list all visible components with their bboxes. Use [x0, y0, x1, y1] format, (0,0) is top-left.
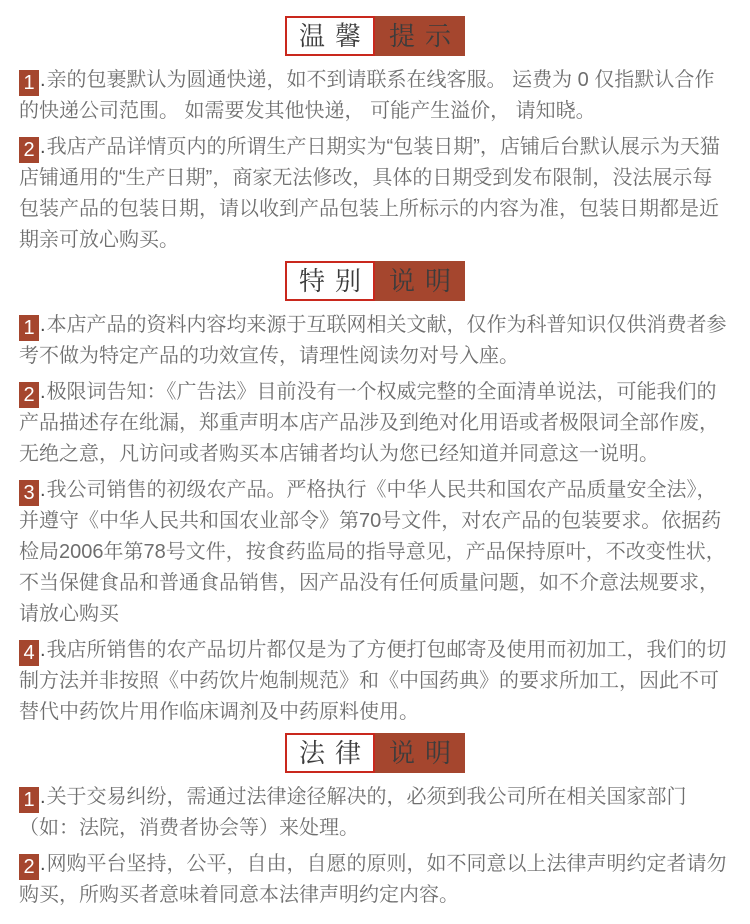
section-title-right: 说明: [375, 733, 465, 773]
item-text: 关于交易纠纷，需通过法律途径解决的，必须到我公司所在相关国家部门（如：法院，消费者协会等）来处理。: [19, 786, 687, 839]
section-title-left: 特别: [285, 261, 375, 301]
item-number-dot: .: [40, 786, 46, 808]
item-text: 极限词告知：《广告法》目前没有一个权威完整的全面清单说法，可能我们的产品描述存在纰漏，郑重声明本店产品涉及到绝对化用语或者极限词全部作废，无绝之意，凡访问或者购买本店铺者均认为您已经知道并同意这一说明。: [19, 381, 719, 465]
notice-item: [19, 635, 731, 728]
item-number-badge: 3: [19, 480, 39, 506]
item-text: 我公司销售的初级农产品。严格执行《中华人民共和国农产品质量安全法》，并遵守《中华人民共和国农业部令》第70号文件，对农产品的包装要求。依据药检局2006年第78号文件，按食药监局的指导意见，产品保持原叶，不改变性状，不当保健食品和普通食品销售，因产品没有任何质量问题，如不介意法规要求，请放心购买: [19, 479, 726, 625]
section-title-left: 温馨: [285, 16, 375, 56]
item-number-dot: .: [40, 314, 46, 336]
item-number-dot: .: [40, 853, 46, 875]
section-title: [19, 261, 731, 301]
section-title: [19, 733, 731, 773]
item-number-badge: 2: [19, 382, 39, 408]
section-title-right: 说明: [375, 261, 465, 301]
item-number-dot: .: [40, 136, 46, 158]
notice-item: [19, 782, 731, 844]
item-number-dot: .: [40, 69, 46, 91]
item-text: 亲的包裹默认为圆通快递，如不到请联系在线客服。 运费为 0 仅指默认合作的快递公司范围。 如需要发其他快递， 可能产生溢价， 请知晓。: [19, 69, 715, 122]
section-legal-notes: [19, 733, 731, 911]
item-number-badge: 1: [19, 315, 39, 341]
item-text: 我店所销售的农产品切片都仅是为了方便打包邮寄及使用而初加工，我们的切制方法并非按照《中药饮片炮制规范》和《中国药典》的要求所加工，因此不可替代中药饮片用作临床调剂及中药原料使用。: [19, 639, 727, 723]
section-warm-tips: [19, 16, 731, 256]
notice-item: [19, 310, 731, 372]
item-text: 本店产品的资料内容均来源于互联网相关文献，仅作为科普知识仅供消费者参考不做为特定产品的功效宣传，请理性阅读勿对号入座。: [19, 314, 727, 367]
item-number-badge: 2: [19, 137, 39, 163]
item-number-badge: 1: [19, 70, 39, 96]
item-number-dot: .: [40, 639, 46, 661]
item-number-badge: 2: [19, 854, 39, 880]
notice-item: [19, 65, 731, 127]
section-title-left: 法律: [285, 733, 375, 773]
item-number-badge: 1: [19, 787, 39, 813]
item-text: 我店产品详情页内的所谓生产日期实为“包装日期”，店铺后台默认展示为天猫店铺通用的“生产日期”，商家无法修改，具体的日期受到发布限制，没法展示每包装产品的包装日期，请以收到产品包装上所标示的内容为准，包装日期都是近期亲可放心购买。: [19, 136, 720, 251]
section-special-notes: [19, 261, 731, 728]
section-title-right: 提示: [375, 16, 465, 56]
item-number-badge: 4: [19, 640, 39, 666]
item-number-dot: .: [40, 479, 46, 501]
item-number-dot: .: [40, 381, 46, 403]
notice-item: [19, 132, 731, 256]
notice-item: [19, 849, 731, 911]
notice-item: [19, 377, 731, 470]
item-text: 网购平台坚持，公平，自由，自愿的原则，如不同意以上法律声明约定者请勿购买，所购买者意味着同意本法律声明约定内容。: [19, 853, 727, 906]
section-title: [19, 16, 731, 56]
notice-item: [19, 475, 731, 630]
